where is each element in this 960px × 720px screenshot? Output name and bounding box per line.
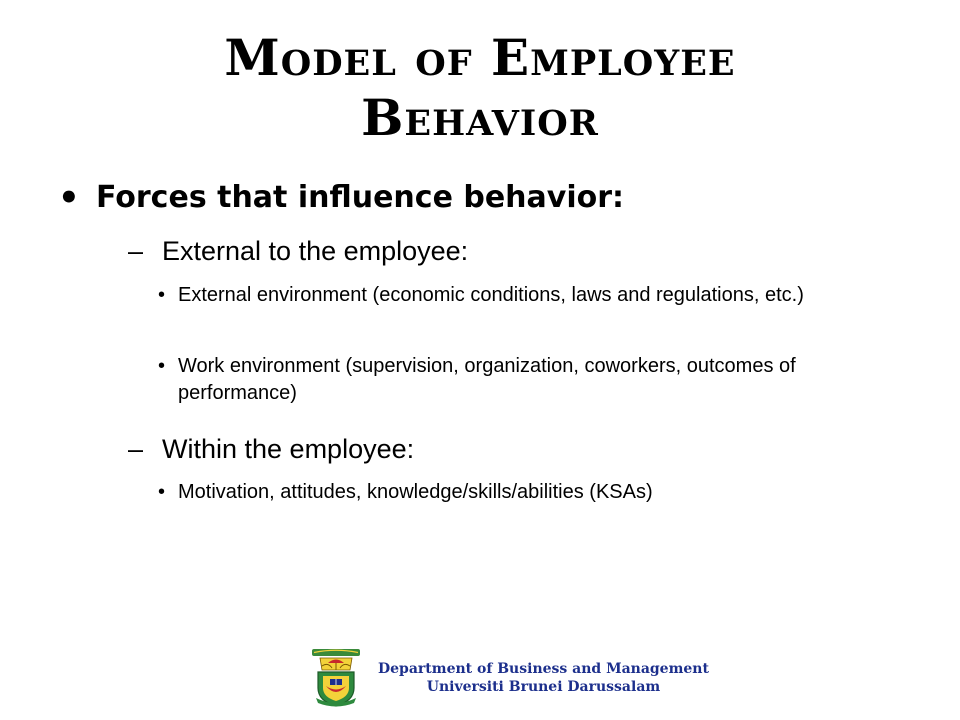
sub-bullet-external [128, 234, 468, 268]
main-bullet-text: Forces that influence behavior: [96, 180, 625, 215]
slide-title [0, 28, 960, 148]
university-crest-icon [308, 648, 364, 708]
bullet-marker: • [158, 355, 166, 377]
footer-text [378, 660, 709, 696]
list-item [158, 479, 838, 506]
footer [308, 648, 709, 708]
footer-department: Department of Business and Management [378, 661, 709, 677]
footer-university: Universiti Brunei Darussalam [426, 679, 661, 695]
dash-marker: – [128, 236, 144, 266]
list-item [158, 282, 838, 309]
bullet-marker: • [58, 178, 80, 218]
main-bullet [58, 178, 624, 218]
bullet-marker: • [158, 284, 166, 306]
list-item-text: Motivation, attitudes, knowledge/skills/abilities (KSAs) [178, 481, 653, 503]
list-item [158, 353, 838, 407]
dash-marker: – [128, 434, 144, 464]
title-line-2: Behavior [361, 88, 599, 147]
sub-bullet-text: Within the employee: [162, 434, 415, 464]
list-item-text: Work environment (supervision, organization, coworkers, outcomes of performance) [178, 355, 796, 404]
bullet-marker: • [158, 481, 166, 503]
sub-bullet-within [128, 432, 414, 466]
list-item-text: External environment (economic conditions, laws and regulations, etc.) [178, 284, 804, 306]
title-line-1: Model of Employee [224, 28, 736, 87]
sub-bullet-text: External to the employee: [162, 236, 469, 266]
